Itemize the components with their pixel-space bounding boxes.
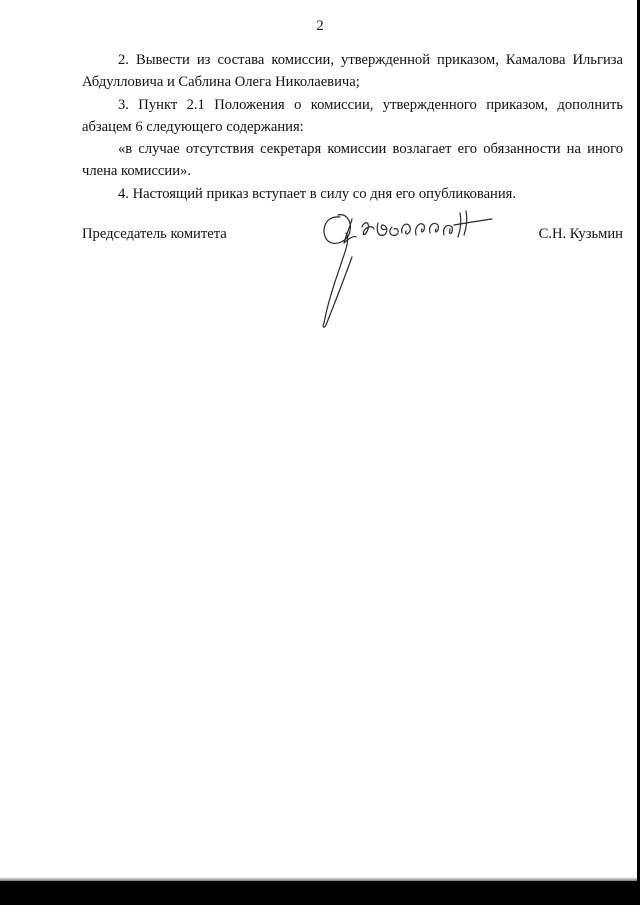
signer-name: С.Н. Кузьмин	[538, 226, 623, 242]
document-body	[82, 49, 623, 205]
page-number: 2	[316, 18, 324, 34]
paragraph-item-3: 3. Пункт 2.1 Положения о комиссии, утвержденного приказом, дополнить абзацем 6 следующего содержания:	[82, 96, 623, 135]
scan-bottom-edge	[0, 881, 640, 905]
paragraph-item-4: 4. Настоящий приказ вступает в силу со дня его опубликования.	[118, 185, 517, 202]
handwritten-signature	[316, 205, 516, 330]
paragraph-quote: «в случае отсутствия секретаря комиссии возлагает его обязанности на иного члена комиссии».	[82, 141, 623, 180]
paragraph-item-2: 2. Вывести из состава комиссии, утвержденной приказом, Камалова Ильгиза Абдулловича и Саблина Олега Николаевича;	[82, 52, 623, 91]
signer-title: Председатель комитета	[82, 226, 227, 242]
